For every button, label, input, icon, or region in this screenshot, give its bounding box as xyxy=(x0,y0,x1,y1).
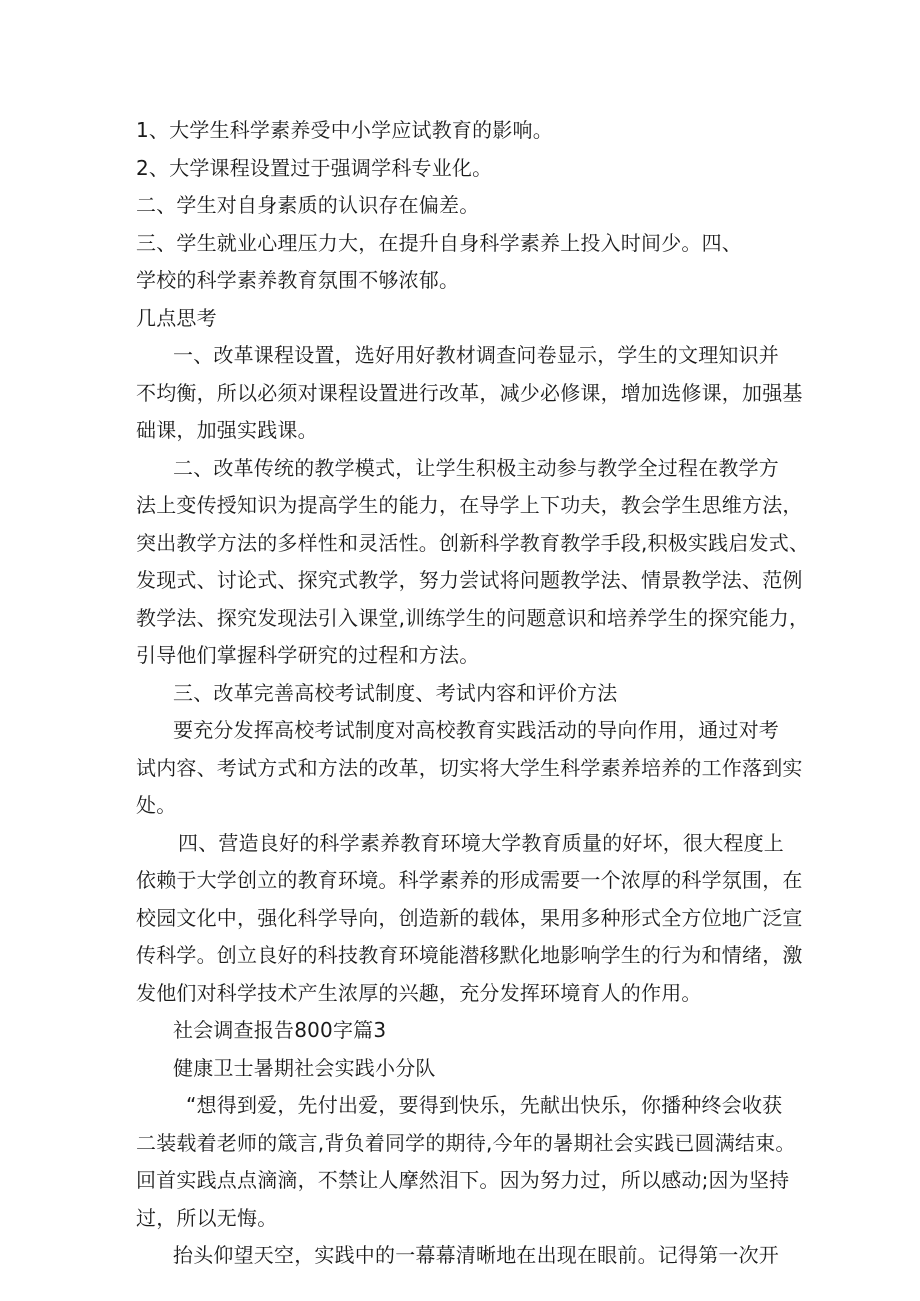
paragraph-line: 发现式、讨论式、探究式教学，努力尝试将问题教学法、情景教学法、范例 xyxy=(136,568,803,592)
paragraph-line: 引导他们掌握科学研究的过程和方法。 xyxy=(136,643,480,667)
paragraph-reform-teaching xyxy=(136,450,810,675)
paragraph-line: 处。 xyxy=(136,793,177,817)
paragraph-environment xyxy=(136,825,803,1013)
section-title: 社会调查报告800字篇3 xyxy=(173,1018,387,1042)
section-heading-thoughts: 几点思考 xyxy=(136,305,217,330)
paragraph-line: 要充分发挥高校考试制度对高校教育实践活动的导向作用，通过对考 xyxy=(173,718,779,742)
list-item: 2、大学课程设置过于强调学科专业化。 xyxy=(136,155,493,180)
paragraph-line: 试内容、考试方式和方法的改革，切实将大学生科学素养培养的工作落到实 xyxy=(136,755,803,780)
paragraph-reform-exam xyxy=(136,712,803,825)
paragraph-line: 回首实践点点滴滴，不禁让人摩然泪下。因为努力过，所以感动;因为坚持 xyxy=(136,1168,790,1192)
paragraph-line: 过，所以无悔。 xyxy=(136,1205,278,1230)
paragraph-line: 法上变传授知识为提高学生的能力，在导学上下功夫，教会学生思维方法， xyxy=(136,493,803,517)
paragraph-line: 二装载着老师的箴言,背负着同学的期待,今年的暑期社会实践已圆满结束。 xyxy=(136,1130,796,1155)
section-heading-exam: 三、改革完善高校考试制度、考试内容和评价方法 xyxy=(173,680,618,705)
paragraph-line: 依赖于大学创立的教育环境。科学素养的形成需要一个浓厚的科学氛围，在 xyxy=(136,868,803,892)
paragraph-line: 校园文化中，强化科学导向，创造新的载体，果用多种形式全方位地广泛宣 xyxy=(136,905,803,930)
paragraph-line: “想得到爱，先付出爱，要得到快乐，先献出快乐，你播种终会收获 xyxy=(186,1093,783,1117)
paragraph-line: 发他们对科学技术产生浓厚的兴趣，充分发挥环境育人的作用。 xyxy=(136,980,702,1005)
paragraph-reform-course xyxy=(136,337,803,450)
paragraph-line: 抬头仰望天空，实践中的一幕幕清晰地在出现在眼前。记得第一次开 xyxy=(173,1243,779,1267)
paragraph-quote xyxy=(136,1087,796,1237)
document-body xyxy=(136,112,810,1275)
paragraph-line: 突出教学方法的多样性和灵活性。创新科学教育教学手段,积极实践启发式、 xyxy=(136,530,810,555)
list-item: 二、学生对自身素质的认识存在偏差。 xyxy=(136,193,480,217)
paragraph-line: 教学法、探究发现法引入课堂,训练学生的问题意识和培养学生的探究能力， xyxy=(136,605,810,630)
paragraph-line: 二、改革传统的教学模式，让学生积极主动参与教学全过程在教学方 xyxy=(173,455,779,480)
paragraph-last xyxy=(136,1237,796,1275)
list-item: 1、大学生科学素养受中小学应试教育的影响。 xyxy=(136,118,553,142)
team-name: 健康卫士暑期社会实践小分队 xyxy=(173,1055,436,1080)
list-item: 学校的科学素养教育氛围不够浓郁。 xyxy=(136,268,460,292)
paragraph-line: 传科学。创立良好的科技教育环境能潜移默化地影响学生的行为和情绪，激 xyxy=(136,943,803,967)
list-item: 三、学生就业心理压力大，在提升自身科学素养上投入时间少。四、 xyxy=(136,230,742,255)
paragraph-line: 础课，加强实践课。 xyxy=(136,418,318,442)
paragraph-line: 四、营造良好的科学素养教育环境大学教育质量的好坏，很大程度上 xyxy=(178,830,784,855)
paragraph-line: 不均衡，所以必须对课程设置进行改革，减少必修课，增加选修课，加强基 xyxy=(136,380,803,405)
paragraph-line: 一、改革课程设置，选好用好教材调查问卷显示，学生的文理知识并 xyxy=(173,343,779,367)
